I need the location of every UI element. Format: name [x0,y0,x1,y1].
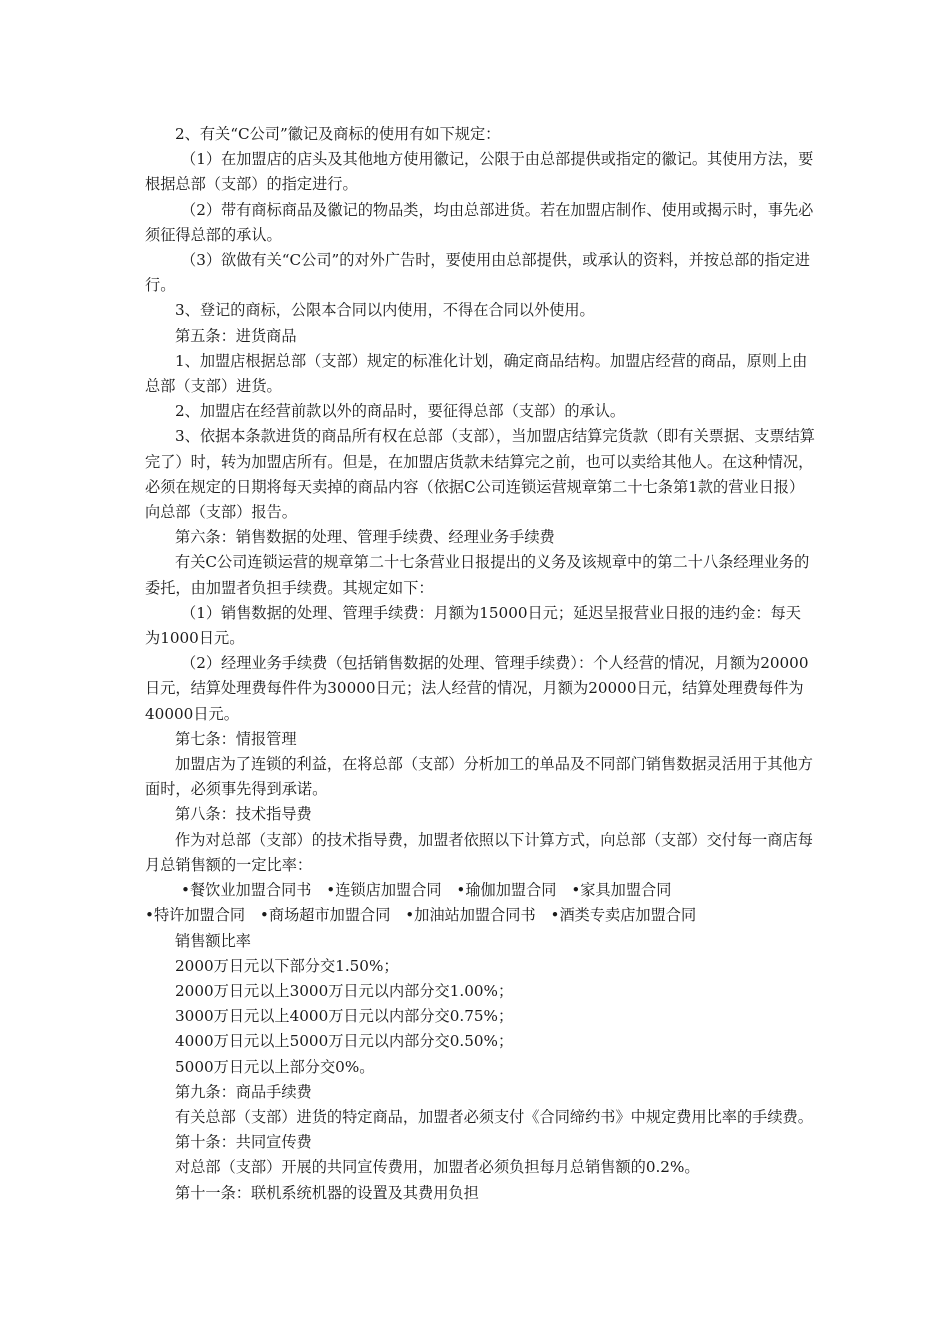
paragraph: 1、加盟店根据总部（支部）规定的标准化计划，确定商品结构。加盟店经营的商品，原则上由总部（支部）进货。 [145,351,808,396]
paragraph: 2000万日元以上3000万日元以内部分交1.00%； [175,981,514,1000]
paragraph: （3）欲做有关“C公司”的对外广告时，要使用由总部提供，或承认的资料，并按总部的指定进行。 [145,251,811,295]
contract-clauses-part2 [145,929,815,1206]
link-chain-store-franchise[interactable]: •连锁店加盟合同 [326,881,442,900]
paragraph: 第十一条：联机系统机器的设置及其费用负担 [175,1183,479,1202]
paragraph: （1）在加盟店的店头及其他地方使用徽记，公限于由总部提供或指定的徽记。其使用方法，要根据总部（支部）的指定进行。 [145,150,814,194]
paragraph: 3、登记的商标，公限本合同以内使用，不得在合同以外使用。 [175,301,595,320]
related-links-row-1 [145,878,815,903]
paragraph: （2）带有商标商品及徽记的物品类，均由总部进货。若在加盟店制作、使用或揭示时，事先必须征得总部的承认。 [145,200,814,244]
paragraph: 3000万日元以上4000万日元以内部分交0.75%； [175,1007,514,1026]
document-body [145,122,815,1206]
paragraph: 第五条：进货商品 [175,326,297,345]
contract-clauses-part1 [145,122,815,878]
paragraph: 2、有关“C公司”徽记及商标的使用有如下规定： [175,125,501,143]
paragraph: 2000万日元以下部分交1.50%； [175,956,399,975]
paragraph: （1）销售数据的处理、管理手续费：月额为15000日元；延迟呈报营业日报的违约金：每天为1000日元。 [145,603,801,648]
link-yoga-franchise[interactable]: •瑜伽加盟合同 [456,881,557,900]
paragraph: 4000万日元以上5000万日元以内部分交0.50%； [175,1032,514,1051]
paragraph: 销售额比率 [175,931,251,950]
paragraph: 第九条：商品手续费 [175,1082,312,1101]
paragraph: 有关C公司连锁运营的规章第二十七条营业日报提出的义务及该规章中的第二十八条经理业务的委托，由加盟者负担手续费。其规定如下： [145,553,810,597]
link-liquor-store-franchise[interactable]: •酒类专卖店加盟合同 [550,906,697,925]
paragraph: 2、加盟店在经营前款以外的商品时，要征得总部（支部）的承认。 [175,402,626,421]
paragraph: 作为对总部（支部）的技术指导费，加盟者依照以下计算方式，向总部（支部）交付每一商店每月总销售额的一定比率： [145,830,813,874]
paragraph: 5000万日元以上部分交0%。 [175,1057,375,1076]
link-gas-station-franchise[interactable]: •加油站加盟合同书 [405,906,536,925]
paragraph: （2）经理业务手续费（包括销售数据的处理、管理手续费）：个人经营的情况，月额为20000日元，结算处理费每件件为30000日元；法人经营的情况，月额为20000日元，结算处理费每件为40000日元。 [145,654,809,723]
paragraph: 3、依据本条款进货的商品所有权在总部（支部），当加盟店结算完货款（即有关票据、支票结算完了）时，转为加盟店所有。但是，在加盟店货款未结算完之前，也可以卖给其他人。在这种情况，必须在规定的日期将每天卖掉的商品内容（依据C公司连锁运营规章第二十七条第1款的营业日报）向总部（支部）报告。 [145,427,815,522]
paragraph: 有关总部（支部）进货的特定商品，加盟者必须支付《合同缔约书》中规定费用比率的手续费。 [175,1107,813,1126]
related-links-row-2 [145,903,815,928]
paragraph: 第八条：技术指导费 [175,805,312,824]
link-catering-franchise[interactable]: •餐饮业加盟合同书 [181,881,312,900]
paragraph: 第六条：销售数据的处理、管理手续费、经理业务手续费 [175,528,555,547]
link-licensing-franchise[interactable]: •特许加盟合同 [145,906,246,925]
paragraph: 第十条：共同宣传费 [175,1133,312,1152]
paragraph: 加盟店为了连锁的利益，在将总部（支部）分析加工的单品及不同部门销售数据灵活用于其他方面时，必须事先得到承诺。 [145,755,813,799]
paragraph: 对总部（支部）开展的共同宣传费用，加盟者必须负担每月总销售额的0.2%。 [175,1158,700,1177]
link-supermarket-franchise[interactable]: •商场超市加盟合同 [259,906,391,925]
link-furniture-franchise[interactable]: •家具加盟合同 [571,881,672,900]
paragraph: 第七条：情报管理 [175,729,297,748]
